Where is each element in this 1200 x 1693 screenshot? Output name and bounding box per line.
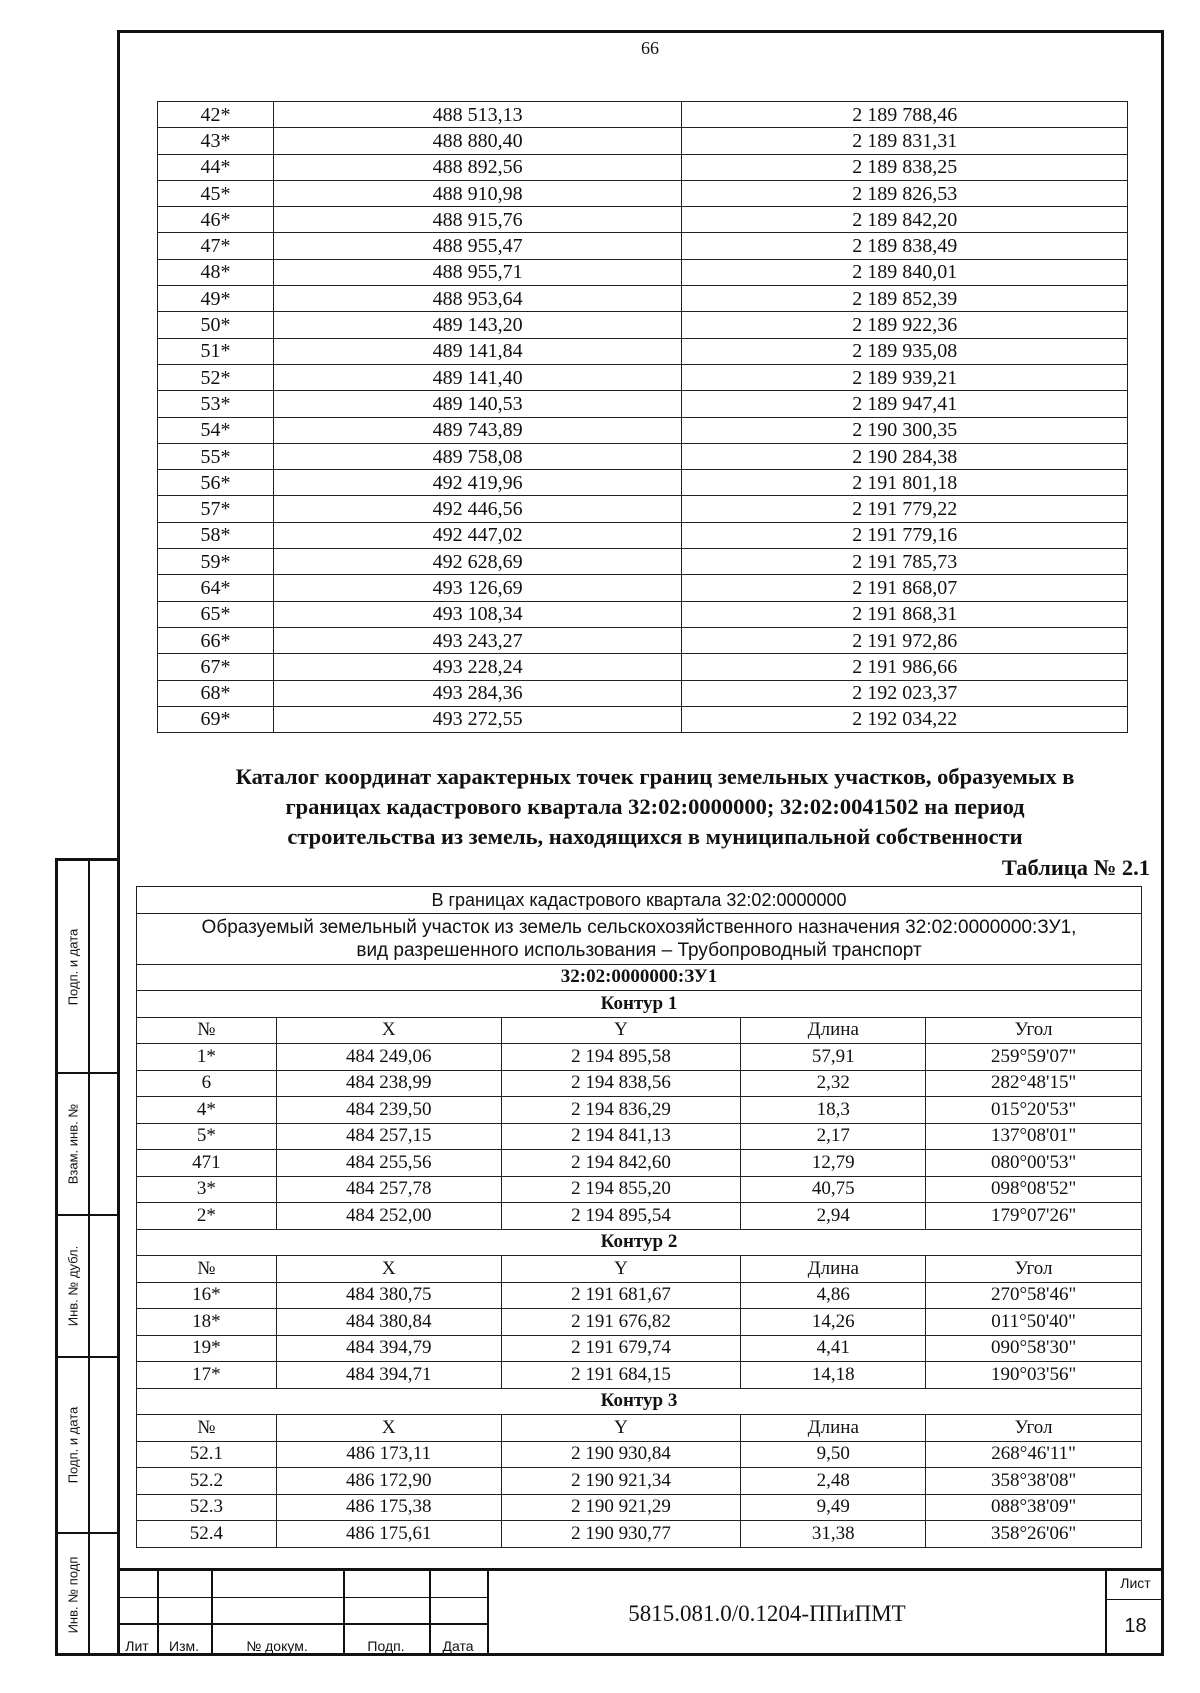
point-number-cell: 65* [158, 601, 274, 627]
y-coordinate-cell: 2 191 801,18 [682, 470, 1128, 496]
length-cell: 2,32 [741, 1070, 926, 1097]
table-row [158, 207, 1128, 233]
x-coordinate-cell: 492 447,02 [273, 522, 682, 548]
y-coordinate-cell: 2 194 842,60 [501, 1150, 741, 1177]
x-coordinate-cell: 493 126,69 [273, 575, 682, 601]
title-block-row-line [117, 1623, 487, 1625]
table-row [158, 286, 1128, 312]
y-coordinate-cell: 2 191 785,73 [682, 549, 1128, 575]
y-coordinate-cell: 2 191 676,82 [501, 1309, 741, 1336]
point-number-cell: 64* [158, 575, 274, 601]
x-coordinate-cell: 488 955,47 [273, 233, 682, 259]
table-row [158, 627, 1128, 653]
y-coordinate-cell: 2 189 788,46 [682, 102, 1128, 128]
side-stamp-label: Инв. № дубл. [65, 1245, 81, 1327]
table-row [158, 496, 1128, 522]
x-coordinate-cell: 492 446,56 [273, 496, 682, 522]
table-row [158, 391, 1128, 417]
point-number-cell: 52.3 [137, 1494, 277, 1521]
y-coordinate-cell: 2 194 838,56 [501, 1070, 741, 1097]
table-row [137, 1521, 1142, 1548]
table-row [158, 259, 1128, 285]
y-coordinate-cell: 2 191 684,15 [501, 1362, 741, 1389]
length-cell: 14,18 [741, 1362, 926, 1389]
side-stamp-label: Подп. и дата [65, 1406, 81, 1484]
column-header-x: X [276, 1017, 501, 1044]
column-header-angle: Угол [926, 1017, 1142, 1044]
x-coordinate-cell: 484 249,06 [276, 1044, 501, 1071]
x-coordinate-cell: 492 628,69 [273, 549, 682, 575]
land-plot-coordinates-table [136, 886, 1142, 1548]
table-row [137, 1362, 1142, 1389]
table-row [158, 522, 1128, 548]
length-cell: 9,49 [741, 1494, 926, 1521]
point-number-cell: 18* [137, 1309, 277, 1336]
side-stamp-cell [58, 1358, 117, 1534]
title-block [117, 1568, 1164, 1656]
x-coordinate-cell: 493 284,36 [273, 680, 682, 706]
point-number-cell: 57* [158, 496, 274, 522]
angle-cell: 268°46'11" [926, 1441, 1142, 1468]
column-header-number: № [137, 1256, 277, 1283]
point-number-cell: 19* [137, 1335, 277, 1362]
angle-cell: 080°00'53" [926, 1150, 1142, 1177]
table-row [158, 443, 1128, 469]
table-row [137, 1176, 1142, 1203]
point-number-cell: 4* [137, 1097, 277, 1124]
column-header-length: Длина [741, 1017, 926, 1044]
table-row [137, 1203, 1142, 1230]
point-number-cell: 1* [137, 1044, 277, 1071]
table-row [158, 417, 1128, 443]
x-coordinate-cell: 493 272,55 [273, 706, 682, 732]
side-stamp-cell [58, 1074, 117, 1216]
y-coordinate-cell: 2 189 838,49 [682, 233, 1128, 259]
length-cell: 2,17 [741, 1123, 926, 1150]
table-row [158, 654, 1128, 680]
point-number-cell: 52* [158, 364, 274, 390]
column-header-number: № [137, 1017, 277, 1044]
x-coordinate-cell: 489 141,40 [273, 364, 682, 390]
document-number-label: № докум. [246, 1638, 308, 1654]
x-coordinate-cell: 484 380,84 [276, 1309, 501, 1336]
table-row [137, 1123, 1142, 1150]
point-number-cell: 59* [158, 549, 274, 575]
y-coordinate-cell: 2 190 921,34 [501, 1468, 741, 1495]
column-header-length: Длина [741, 1415, 926, 1442]
contour-title: Контур 1 [137, 991, 1142, 1018]
column-header-angle: Угол [926, 1256, 1142, 1283]
side-stamp-label: Подп. и дата [65, 928, 81, 1005]
side-stamp [55, 858, 117, 1656]
point-number-cell: 471 [137, 1150, 277, 1177]
length-cell: 14,26 [741, 1309, 926, 1336]
y-coordinate-cell: 2 191 868,07 [682, 575, 1128, 601]
point-number-cell: 2* [137, 1203, 277, 1230]
side-stamp-cell [58, 861, 117, 1074]
point-number-cell: 44* [158, 154, 274, 180]
point-number-cell: 47* [158, 233, 274, 259]
x-coordinate-cell: 484 380,75 [276, 1282, 501, 1309]
angle-cell: 011°50'40" [926, 1309, 1142, 1336]
table-row [137, 1256, 1142, 1283]
point-number-cell: 43* [158, 128, 274, 154]
plot-caption [137, 913, 1142, 964]
x-coordinate-cell: 484 252,00 [276, 1203, 501, 1230]
side-stamp-label-box [58, 1216, 90, 1356]
heading-line: границах кадастрового квартала 32:02:0000000; 32:02:0041502 на период [285, 794, 1025, 819]
table-row [137, 1494, 1142, 1521]
catalog-heading [160, 762, 1150, 852]
table-row [137, 1388, 1142, 1415]
heading-line: строительства из земель, находящихся в муниципальной собственности [287, 824, 1023, 849]
y-coordinate-cell: 2 191 972,86 [682, 627, 1128, 653]
y-coordinate-cell: 2 189 831,31 [682, 128, 1128, 154]
table-row [158, 680, 1128, 706]
page-number: 66 [641, 38, 659, 58]
title-block-row-line [117, 1597, 487, 1598]
y-coordinate-cell: 2 189 826,53 [682, 180, 1128, 206]
signature-label: Подп. [367, 1638, 405, 1654]
point-number-cell: 50* [158, 312, 274, 338]
x-coordinate-cell: 488 513,13 [273, 102, 682, 128]
table-row [158, 549, 1128, 575]
x-coordinate-cell: 484 257,15 [276, 1123, 501, 1150]
point-number-cell: 52.1 [137, 1441, 277, 1468]
y-coordinate-cell: 2 190 930,84 [501, 1441, 741, 1468]
x-coordinate-cell: 484 394,71 [276, 1362, 501, 1389]
angle-cell: 090°58'30" [926, 1335, 1142, 1362]
angle-cell: 358°26'06" [926, 1521, 1142, 1548]
y-coordinate-cell: 2 191 779,16 [682, 522, 1128, 548]
x-coordinate-cell: 486 175,61 [276, 1521, 501, 1548]
column-header-length: Длина [741, 1256, 926, 1283]
angle-cell: 358°38'08" [926, 1468, 1142, 1495]
table-row [137, 1441, 1142, 1468]
x-coordinate-cell: 489 743,89 [273, 417, 682, 443]
table-row [137, 913, 1142, 964]
y-coordinate-cell: 2 194 841,13 [501, 1123, 741, 1150]
y-coordinate-cell: 2 190 921,29 [501, 1494, 741, 1521]
point-number-cell: 46* [158, 207, 274, 233]
table-row [158, 575, 1128, 601]
angle-cell: 190°03'56" [926, 1362, 1142, 1389]
table-row [158, 364, 1128, 390]
y-coordinate-cell: 2 190 284,38 [682, 443, 1128, 469]
point-number-cell: 66* [158, 627, 274, 653]
angle-cell: 088°38'09" [926, 1494, 1142, 1521]
date-label: Дата [442, 1638, 474, 1654]
length-cell: 12,79 [741, 1150, 926, 1177]
plot-caption-line: Образуемый земельный участок из земель сельскохозяйственного назначения 32:02:0000000:ЗУ1, [201, 916, 1077, 938]
point-number-cell: 68* [158, 680, 274, 706]
point-number-cell: 16* [137, 1282, 277, 1309]
x-coordinate-cell: 486 175,38 [276, 1494, 501, 1521]
point-number-cell: 58* [158, 522, 274, 548]
x-coordinate-cell: 486 172,90 [276, 1468, 501, 1495]
point-number-cell: 55* [158, 443, 274, 469]
side-stamp-label-box [58, 1534, 90, 1656]
angle-cell: 137°08'01" [926, 1123, 1142, 1150]
column-header-y: Y [501, 1415, 741, 1442]
sheet-number: 18 [1124, 1615, 1147, 1637]
side-stamp-label: Инв. № подп [65, 1556, 81, 1634]
y-coordinate-cell: 2 189 935,08 [682, 338, 1128, 364]
point-number-cell: 54* [158, 417, 274, 443]
heading-line: Каталог координат характерных точек границ земельных участков, образуемых в [235, 764, 1075, 789]
x-coordinate-cell: 484 238,99 [276, 1070, 501, 1097]
x-coordinate-cell: 488 953,64 [273, 286, 682, 312]
length-cell: 4,41 [741, 1335, 926, 1362]
length-cell: 2,48 [741, 1468, 926, 1495]
table-row [137, 1415, 1142, 1442]
title-block-row-line [1105, 1599, 1164, 1600]
point-number-cell: 69* [158, 706, 274, 732]
point-number-cell: 6 [137, 1070, 277, 1097]
y-coordinate-cell: 2 194 836,29 [501, 1097, 741, 1124]
length-cell: 31,38 [741, 1521, 926, 1548]
x-coordinate-cell: 489 758,08 [273, 443, 682, 469]
table-row [137, 887, 1142, 914]
table-row [137, 1468, 1142, 1495]
point-number-cell: 45* [158, 180, 274, 206]
y-coordinate-cell: 2 192 034,22 [682, 706, 1128, 732]
y-coordinate-cell: 2 191 868,31 [682, 601, 1128, 627]
x-coordinate-cell: 484 257,78 [276, 1176, 501, 1203]
x-coordinate-cell: 492 419,96 [273, 470, 682, 496]
x-coordinate-cell: 493 228,24 [273, 654, 682, 680]
y-coordinate-cell: 2 189 842,20 [682, 207, 1128, 233]
y-coordinate-cell: 2 191 986,66 [682, 654, 1128, 680]
plot-caption-line: вид разрешенного использования – Трубопроводный транспорт [356, 939, 922, 961]
point-number-cell: 42* [158, 102, 274, 128]
contour-title: Контур 3 [137, 1388, 1142, 1415]
column-header-number: № [137, 1415, 277, 1442]
quarter-caption: В границах кадастрового квартала 32:02:0000000 [137, 887, 1142, 914]
y-coordinate-cell: 2 194 895,58 [501, 1044, 741, 1071]
angle-cell: 282°48'15" [926, 1070, 1142, 1097]
x-coordinate-cell: 484 239,50 [276, 1097, 501, 1124]
table-row [137, 1044, 1142, 1071]
x-coordinate-cell: 484 255,56 [276, 1150, 501, 1177]
y-coordinate-cell: 2 189 939,21 [682, 364, 1128, 390]
angle-cell: 179°07'26" [926, 1203, 1142, 1230]
column-header-x: X [276, 1256, 501, 1283]
table-row [158, 601, 1128, 627]
table-row [137, 964, 1142, 991]
table-row [158, 470, 1128, 496]
table-number: Таблица № 2.1 [1001, 855, 1150, 880]
table-row [158, 102, 1128, 128]
angle-cell: 270°58'46" [926, 1282, 1142, 1309]
point-number-cell: 67* [158, 654, 274, 680]
y-coordinate-cell: 2 189 922,36 [682, 312, 1128, 338]
y-coordinate-cell: 2 192 023,37 [682, 680, 1128, 706]
length-cell: 40,75 [741, 1176, 926, 1203]
y-coordinate-cell: 2 191 681,67 [501, 1282, 741, 1309]
side-stamp-label-box [58, 1074, 90, 1214]
column-header-y: Y [501, 1256, 741, 1283]
table-row [137, 1229, 1142, 1256]
side-stamp-label: Взам. инв. № [65, 1103, 81, 1185]
x-coordinate-cell: 493 108,34 [273, 601, 682, 627]
point-number-cell: 3* [137, 1176, 277, 1203]
y-coordinate-cell: 2 194 855,20 [501, 1176, 741, 1203]
y-coordinate-cell: 2 189 838,25 [682, 154, 1128, 180]
x-coordinate-cell: 489 143,20 [273, 312, 682, 338]
x-coordinate-cell: 488 910,98 [273, 180, 682, 206]
x-coordinate-cell: 486 173,11 [276, 1441, 501, 1468]
column-header-x: X [276, 1415, 501, 1442]
angle-cell: 015°20'53" [926, 1097, 1142, 1124]
length-cell: 2,94 [741, 1203, 926, 1230]
change-label: Изм. [169, 1638, 199, 1654]
table-row [158, 706, 1128, 732]
table-row [158, 233, 1128, 259]
table-row [158, 312, 1128, 338]
y-coordinate-cell: 2 189 852,39 [682, 286, 1128, 312]
sheet-label: Лист [1120, 1575, 1151, 1591]
table-row [137, 1309, 1142, 1336]
contour-title: Контур 2 [137, 1229, 1142, 1256]
y-coordinate-cell: 2 191 679,74 [501, 1335, 741, 1362]
side-stamp-cell [58, 1534, 117, 1656]
side-stamp-label-box [58, 861, 90, 1072]
x-coordinate-cell: 488 892,56 [273, 154, 682, 180]
length-cell: 57,91 [741, 1044, 926, 1071]
point-number-cell: 56* [158, 470, 274, 496]
x-coordinate-cell: 488 915,76 [273, 207, 682, 233]
table-row [158, 338, 1128, 364]
table-row [137, 1070, 1142, 1097]
x-coordinate-cell: 489 140,53 [273, 391, 682, 417]
point-number-cell: 48* [158, 259, 274, 285]
table-row [137, 1150, 1142, 1177]
length-cell: 9,50 [741, 1441, 926, 1468]
table-row [158, 180, 1128, 206]
y-coordinate-cell: 2 190 300,35 [682, 417, 1128, 443]
point-number-cell: 51* [158, 338, 274, 364]
table-row [158, 154, 1128, 180]
revision-letter-label: Лит [125, 1638, 149, 1654]
column-header-y: Y [501, 1017, 741, 1044]
x-coordinate-cell: 493 243,27 [273, 627, 682, 653]
y-coordinate-cell: 2 189 947,41 [682, 391, 1128, 417]
x-coordinate-cell: 488 880,40 [273, 128, 682, 154]
angle-cell: 098°08'52" [926, 1176, 1142, 1203]
table-row [158, 128, 1128, 154]
document-code: 5815.081.0/0.1204-ППиПМТ [628, 1601, 906, 1626]
length-cell: 18,3 [741, 1097, 926, 1124]
y-coordinate-cell: 2 191 779,22 [682, 496, 1128, 522]
plot-id: 32:02:0000000:ЗУ1 [137, 964, 1142, 991]
side-stamp-label-box [58, 1358, 90, 1532]
angle-cell: 259°59'07" [926, 1044, 1142, 1071]
table-row [137, 1282, 1142, 1309]
y-coordinate-cell: 2 194 895,54 [501, 1203, 741, 1230]
table-row [137, 1097, 1142, 1124]
point-number-cell: 52.2 [137, 1468, 277, 1495]
point-number-cell: 53* [158, 391, 274, 417]
point-number-cell: 52.4 [137, 1521, 277, 1548]
length-cell: 4,86 [741, 1282, 926, 1309]
x-coordinate-cell: 484 394,79 [276, 1335, 501, 1362]
x-coordinate-cell: 488 955,71 [273, 259, 682, 285]
point-number-cell: 5* [137, 1123, 277, 1150]
table-row [137, 1335, 1142, 1362]
y-coordinate-cell: 2 190 930,77 [501, 1521, 741, 1548]
side-stamp-cell [58, 1216, 117, 1358]
y-coordinate-cell: 2 189 840,01 [682, 259, 1128, 285]
column-header-angle: Угол [926, 1415, 1142, 1442]
coordinates-table-continued [157, 101, 1128, 733]
table-row [137, 991, 1142, 1018]
point-number-cell: 17* [137, 1362, 277, 1389]
table-row [137, 1017, 1142, 1044]
x-coordinate-cell: 489 141,84 [273, 338, 682, 364]
point-number-cell: 49* [158, 286, 274, 312]
